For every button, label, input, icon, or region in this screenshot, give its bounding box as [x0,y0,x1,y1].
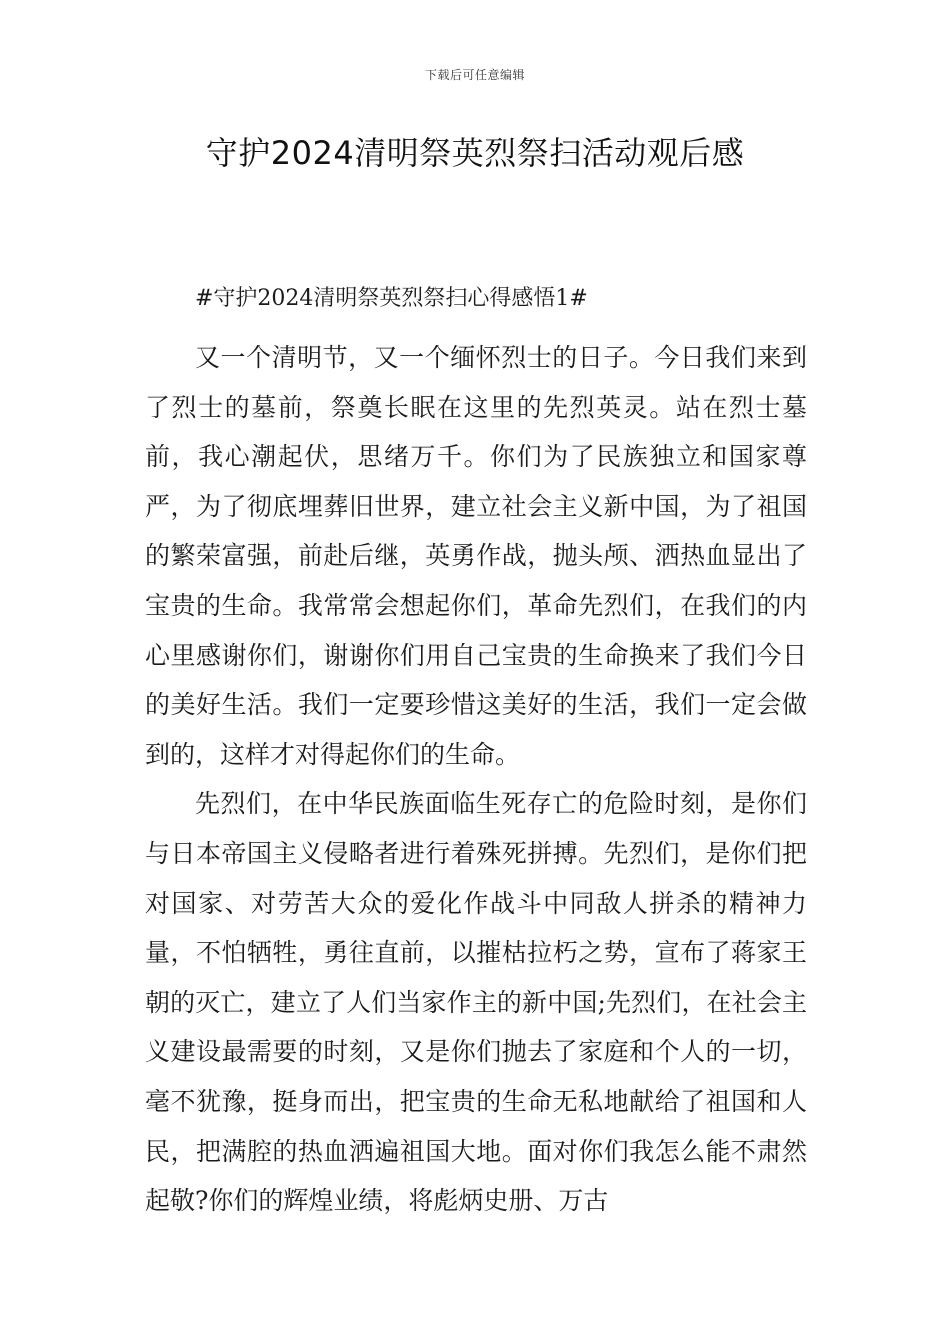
document-title: 守护2024清明祭英烈祭扫活动观后感 [205,134,745,172]
body-paragraph-1: 又一个清明节，又一个缅怀烈士的日子。今日我们来到了烈士的墓前，祭奠长眠在这里的先烈英灵。站在烈士墓前，我心潮起伏，思绪万千。你们为了民族独立和国家尊严，为了彻底埋葬旧世界，建立社会主义新中国，为了祖国的繁荣富强，前赴后继，英勇作战，抛头颅、洒热血显出了宝贵的生命。我常常会想起你们，革命先烈们，在我们的内心里感谢你们，谢谢你们用自己宝贵的生命换来了我们今日的美好生活。我们一定要珍惜这美好的生活，我们一定会做到的，这样才对得起你们的生命。 [145,343,807,769]
section-subheading: #守护2024清明祭英烈祭扫心得感悟1# [195,286,588,311]
page-header-note: 下载后可任意编辑 [424,68,525,82]
document-body [145,284,807,1226]
body-paragraph-2: 先烈们，在中华民族面临生死存亡的危险时刻，是你们与日本帝国主义侵略者进行着殊死拼搏。先烈们，是你们把对国家、对劳苦大众的爱化作战斗中同敌人拼杀的精神力量，不怕牺牲，勇往直前，以摧枯拉朽之势，宣布了蒋家王朝的灭亡，建立了人们当家作主的新中国;先烈们，在社会主义建设最需要的时刻，又是你们抛去了家庭和个人的一切，毫不犹豫，挺身而出，把宝贵的生命无私地献给了祖国和人民，把满腔的热血洒遍祖国大地。面对你们我怎么能不肃然起敬?你们的辉煌业绩，将彪炳史册、万古 [145,789,807,1216]
